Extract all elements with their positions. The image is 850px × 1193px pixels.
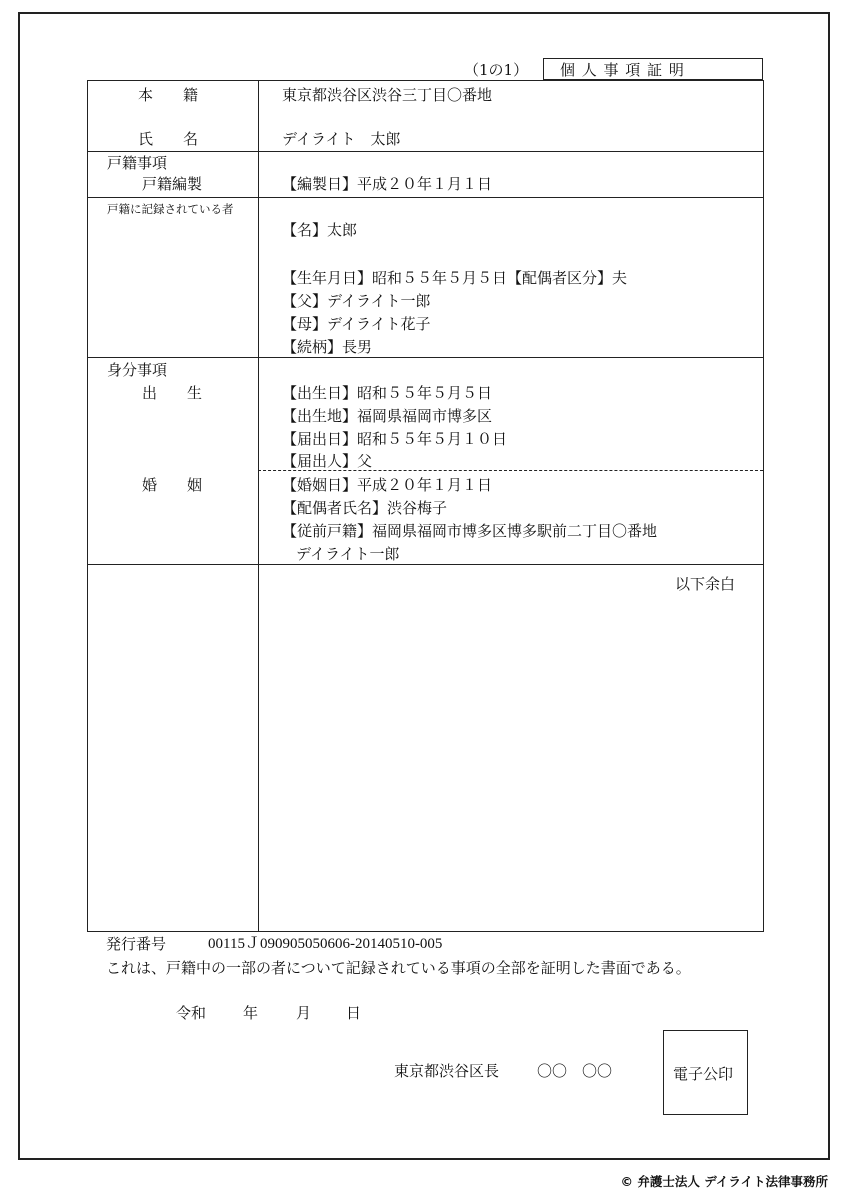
person-label: 戸籍に記録されている者 xyxy=(107,202,234,216)
birth-line: 【出生日】昭和５５年５月５日 xyxy=(282,384,493,402)
page-count: （1の1） xyxy=(464,61,529,79)
era-label: 令和 xyxy=(176,1004,207,1022)
row-divider xyxy=(87,197,764,198)
row-divider xyxy=(87,564,764,565)
honseki-label: 本 籍 xyxy=(138,86,199,104)
mayor-title: 東京都渋谷区長 xyxy=(394,1062,500,1080)
column-divider xyxy=(258,80,259,931)
marriage-label: 婚 姻 xyxy=(142,476,203,494)
person-relation: 【続柄】長男 xyxy=(282,338,373,356)
name-value: デイライト 太郎 xyxy=(282,130,401,148)
mibun-jiko-label: 身分事項 xyxy=(107,361,168,379)
birth-line: 【出生地】福岡県福岡市博多区 xyxy=(282,407,493,425)
marriage-line: 【配偶者氏名】渋谷梅子 xyxy=(282,499,448,517)
koseki-hensei-label: 戸籍編製 xyxy=(142,175,203,193)
mayor-name: 〇〇 〇〇 xyxy=(537,1062,613,1080)
person-mother: 【母】デイライト花子 xyxy=(282,315,431,333)
row-divider xyxy=(87,357,764,358)
person-father: 【父】デイライト一郎 xyxy=(282,292,431,310)
marriage-line: 【婚姻日】平成２０年１月１日 xyxy=(282,476,493,494)
table-left-line xyxy=(87,80,88,931)
hensei-date: 【編製日】平成２０年１月１日 xyxy=(282,175,493,193)
table-right-line xyxy=(763,80,764,931)
birth-label: 出 生 xyxy=(142,384,203,402)
issue-label: 発行番号 xyxy=(106,935,167,953)
table-bottom-line xyxy=(87,931,764,932)
month-label: 月 xyxy=(296,1004,312,1022)
marriage-line: 【従前戸籍】福岡県福岡市博多区博多駅前二丁目〇番地 xyxy=(282,522,658,540)
seal-text: 電子公印 xyxy=(673,1065,734,1083)
issue-number: 00115Ｊ090905050606-20140510-005 xyxy=(208,936,443,952)
year-label: 年 xyxy=(243,1004,259,1022)
honseki-value: 東京都渋谷区渋谷三丁目〇番地 xyxy=(282,86,493,104)
row-divider xyxy=(87,151,764,152)
day-label: 日 xyxy=(346,1004,362,1022)
person-birth-spouse: 【生年月日】昭和５５年５月５日【配偶者区分】夫 xyxy=(282,269,628,287)
blank-note: 以下余白 xyxy=(675,575,736,593)
copyright-credit: © 弁護士法人 デイライト法律事務所 xyxy=(620,1174,828,1189)
birth-line: 【届出日】昭和５５年５月１０日 xyxy=(282,430,508,448)
person-name: 【名】太郎 xyxy=(282,221,358,239)
certification-text: これは、戸籍中の一部の者について記録されている事項の全部を証明した書面である。 xyxy=(106,959,691,977)
marriage-line: デイライト一郎 xyxy=(296,545,400,563)
table-top-line xyxy=(87,80,764,81)
koseki-jiko-label: 戸籍事項 xyxy=(107,154,168,172)
document-title: 個 人 事 項 証 明 xyxy=(560,61,685,79)
name-label: 氏 名 xyxy=(138,130,199,148)
birth-line: 【届出人】父 xyxy=(282,452,373,470)
